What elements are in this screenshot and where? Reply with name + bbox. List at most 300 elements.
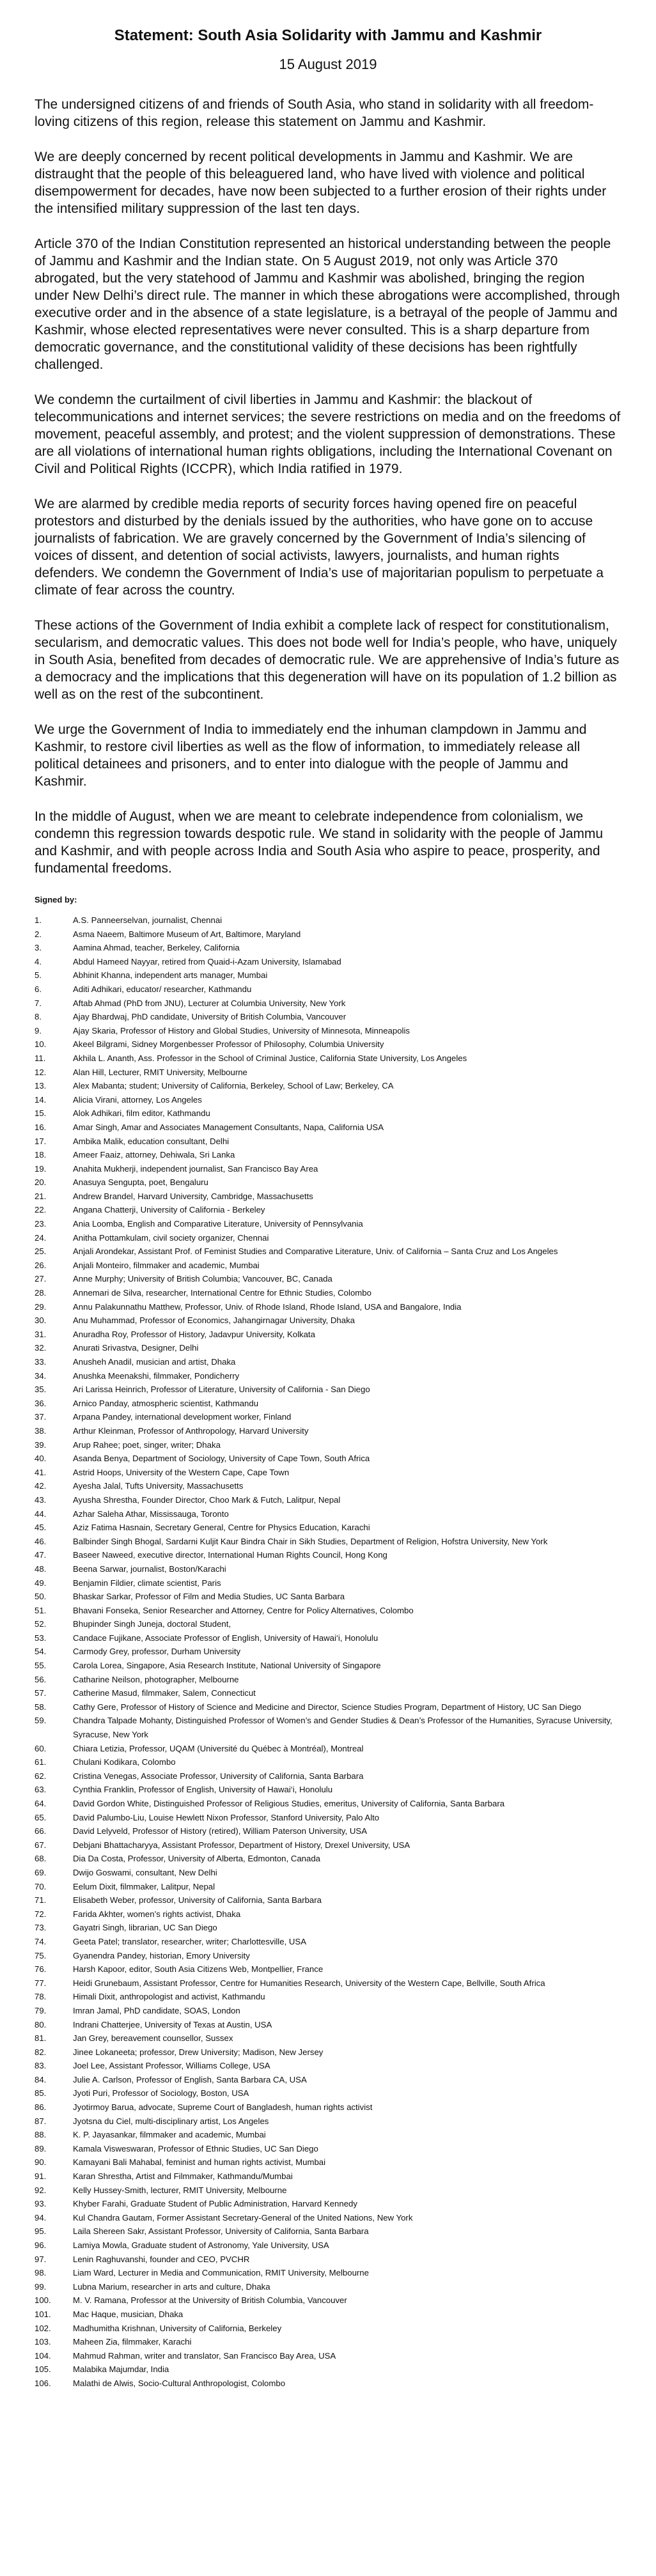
signatory-item bbox=[35, 1907, 621, 1921]
signatory-text: Carola Lorea, Singapore, Asia Research Institute, National University of Singapore bbox=[73, 1661, 381, 1671]
statement-paragraph: We urge the Government of India to immediately end the inhuman clampdown in Jammu and Kashmir, to restore civil liberties as well as the flow of information, to immediately release all political detainees and prisoners, and to enter into dialogue with the people of Jammu and Kashmir. bbox=[35, 722, 587, 789]
signatory-number: 14. bbox=[35, 1094, 47, 1105]
signatory-item bbox=[35, 2349, 621, 2363]
signatory-number: 31. bbox=[35, 1329, 47, 1339]
signatory-text: Beena Sarwar, journalist, Boston/Karachi bbox=[73, 1563, 226, 1574]
signatory-number: 65. bbox=[35, 1812, 47, 1822]
signatory-item bbox=[35, 1742, 621, 1756]
signatory-item bbox=[35, 1162, 621, 1176]
signatory-number: 50. bbox=[35, 1592, 47, 1602]
signatory-item bbox=[35, 1272, 621, 1286]
signatory-number: 33. bbox=[35, 1357, 47, 1367]
signatory-text: Baseer Naweed, executive director, International Human Rights Council, Hong Kong bbox=[73, 1550, 387, 1560]
signatory-number: 57. bbox=[35, 1688, 47, 1698]
signatory-number: 15. bbox=[35, 1108, 47, 1119]
signatory-item bbox=[35, 1576, 621, 1590]
signatory-number: 29. bbox=[35, 1301, 47, 1312]
signatory-number: 80. bbox=[35, 2019, 47, 2029]
signatory-number: 100. bbox=[35, 2295, 51, 2306]
signatory-item bbox=[35, 1893, 621, 1907]
signatory-text: Lamiya Mowla, Graduate student of Astronomy, Yale University, USA bbox=[73, 2240, 329, 2250]
signatory-number: 54. bbox=[35, 1647, 47, 1657]
signatory-text: Harsh Kapoor, editor, South Asia Citizens Web, Montpellier, France bbox=[73, 1964, 324, 1975]
signatory-text: Anne Murphy; University of British Columbia; Vancouver, BC, Canada bbox=[73, 1274, 332, 1284]
signatory-number: 74. bbox=[35, 1936, 47, 1946]
signatory-text: Dia Da Costa, Professor, University of Alberta, Edmonton, Canada bbox=[73, 1854, 321, 1864]
signatory-item bbox=[35, 941, 621, 955]
signatory-number: 44. bbox=[35, 1509, 47, 1519]
signatory-item bbox=[35, 2100, 621, 2114]
signatory-item bbox=[35, 2224, 621, 2238]
signatory-item bbox=[35, 1286, 621, 1300]
signatory-number: 48. bbox=[35, 1563, 47, 1574]
signatory-number: 98. bbox=[35, 2268, 47, 2278]
signatory-item bbox=[35, 1355, 621, 1369]
signatory-item bbox=[35, 2308, 621, 2322]
signatory-text: Anuradha Roy, Professor of History, Jadavpur University, Kolkata bbox=[73, 1329, 315, 1339]
signatory-number: 71. bbox=[35, 1895, 47, 1905]
signatory-item bbox=[35, 2377, 621, 2391]
signatory-number: 84. bbox=[35, 2074, 47, 2084]
signatory-item bbox=[35, 2280, 621, 2294]
signatory-text: Ajay Bhardwaj, PhD candidate, University of British Columbia, Vancouver bbox=[73, 1012, 347, 1022]
statement-paragraph: We are deeply concerned by recent political developments in Jammu and Kashmir. We are distraught that the people of this beleaguered land, who have lived with violence and political disempowerment for decades, have now been subjected to a further erosion of their rights under the intensified military suppression of the last ten days. bbox=[35, 150, 607, 216]
statement-paragraph: We condemn the curtailment of civil liberties in Jammu and Kashmir: the blackout of telecommunications and internet services; the severe restrictions on media and on the freedoms of movement, peaceful assembly, and protest; and the violent suppression of demonstrations. These are all violations of international human rights obligations, including the International Covenant on Civil and Political Rights (ICCPR), which India ratified in 1979. bbox=[35, 392, 621, 476]
signatory-text: Arpana Pandey, international development worker, Finland bbox=[73, 1412, 292, 1422]
signatory-text: Cristina Venegas, Associate Professor, University of California, Santa Barbara bbox=[73, 1771, 364, 1781]
signatory-number: 92. bbox=[35, 2185, 47, 2195]
signatory-item bbox=[35, 1548, 621, 1562]
signatory-text: Alan Hill, Lecturer, RMIT University, Melbourne bbox=[73, 1067, 247, 1077]
signatory-number: 56. bbox=[35, 1674, 47, 1684]
signatory-text: Madhumitha Krishnan, University of California, Berkeley bbox=[73, 2323, 282, 2333]
signatory-item bbox=[35, 2031, 621, 2045]
signatory-item bbox=[35, 927, 621, 942]
signatory-text: Kelly Hussey-Smith, lecturer, RMIT University, Melbourne bbox=[73, 2185, 287, 2195]
signatory-number: 51. bbox=[35, 1605, 47, 1615]
signatory-number: 41. bbox=[35, 1467, 47, 1477]
signatory-text: Malathi de Alwis, Socio-Cultural Anthropologist, Colombo bbox=[73, 2378, 286, 2388]
signatory-text: Liam Ward, Lecturer in Media and Communication, RMIT University, Melbourne bbox=[73, 2268, 369, 2278]
signatory-number: 25. bbox=[35, 1246, 47, 1257]
signatory-item bbox=[35, 1645, 621, 1659]
signatory-item bbox=[35, 2211, 621, 2225]
signatory-text: Akhila L. Ananth, Ass. Professor in the School of Criminal Justice, California State University, Los Angeles bbox=[73, 1053, 467, 1063]
signatory-number: 66. bbox=[35, 1826, 47, 1836]
signatory-item bbox=[35, 1037, 621, 1051]
signatory-item bbox=[35, 1590, 621, 1604]
signatory-number: 77. bbox=[35, 1978, 47, 1988]
statement-paragraph: In the middle of August, when we are meant to celebrate independence from colonialism, we condemn this regression towards despotic rule. We stand in solidarity with the people of Jammu and Kashmir, and with people across India and South Asia who aspire to peace, prosperity, and fundamental freedoms. bbox=[35, 809, 604, 876]
signatory-text: David Lelyveld, Professor of History (retired), William Paterson University, USA bbox=[73, 1826, 367, 1836]
statement-paragraph: We are alarmed by credible media reports of security forces having opened fire on peaceful protestors and disturbed by the denials issued by the authorities, who have gone on to accuse journalists of fabrication. We are gravely concerned by the Government of India’s silencing of voices of dissent, and detention of social activists, lawyers, journalists, and human rights defenders. We condemn the Government of India’s use of majoritarian populism to perpetuate a climate of fear across the country. bbox=[35, 497, 604, 598]
signatory-item bbox=[35, 1700, 621, 1714]
signatory-text: Aamina Ahmad, teacher, Berkeley, California bbox=[73, 943, 240, 953]
signatory-item bbox=[35, 1121, 621, 1135]
signatory-text: Cynthia Franklin, Professor of English, University of Hawai‘i, Honolulu bbox=[73, 1785, 333, 1795]
signatory-text: Anitha Pottamkulam, civil society organizer, Chennai bbox=[73, 1232, 269, 1243]
signatory-text: Chulani Kodikara, Colombo bbox=[73, 1757, 176, 1767]
signatory-number: 75. bbox=[35, 1950, 47, 1960]
signatory-item bbox=[35, 2197, 621, 2211]
signatory-number: 49. bbox=[35, 1578, 47, 1588]
signatory-number: 38. bbox=[35, 1425, 47, 1436]
signatory-text: Joel Lee, Assistant Professor, Williams College, USA bbox=[73, 2061, 270, 2071]
signatory-number: 81. bbox=[35, 2033, 47, 2044]
signatory-number: 34. bbox=[35, 1370, 47, 1381]
signatory-text: Chandra Talpade Mohanty, Distinguished Professor of Women’s and Gender Studies & Dean’s Professor of the Humanities, Syracuse University, Syracuse, New York bbox=[73, 1716, 613, 1740]
signatory-item bbox=[35, 1562, 621, 1576]
signatory-text: Carmody Grey, professor, Durham University bbox=[73, 1647, 241, 1657]
signatory-item bbox=[35, 1093, 621, 1107]
signatory-item bbox=[35, 1383, 621, 1397]
signatory-item bbox=[35, 1604, 621, 1618]
signatory-item bbox=[35, 1452, 621, 1466]
signatory-number: 35. bbox=[35, 1385, 47, 1395]
signatory-text: Eelum Dixit, filmmaker, Lalitpur, Nepal bbox=[73, 1881, 215, 1891]
signatory-text: Azhar Saleha Athar, Mississauga, Toronto bbox=[73, 1509, 229, 1519]
signatory-text: Angana Chatterji, University of California - Berkeley bbox=[73, 1205, 265, 1215]
signatory-item bbox=[35, 1259, 621, 1273]
signatory-number: 20. bbox=[35, 1177, 47, 1188]
signatory-text: Arnico Panday, atmospheric scientist, Kathmandu bbox=[73, 1398, 259, 1408]
signatory-item bbox=[35, 1231, 621, 1245]
signatory-text: M. V. Ramana, Professor at the University of British Columbia, Vancouver bbox=[73, 2295, 347, 2306]
signatory-item bbox=[35, 968, 621, 982]
signatory-number: 64. bbox=[35, 1799, 47, 1808]
signatory-number: 105. bbox=[35, 2364, 51, 2375]
signatory-item bbox=[35, 1479, 621, 1493]
signatory-text: Bhaskar Sarkar, Professor of Film and Media Studies, UC Santa Barbara bbox=[73, 1592, 345, 1602]
signatory-number: 37. bbox=[35, 1412, 47, 1422]
signatory-text: Cathy Gere, Professor of History of Science and Medicine and Director, Science Studies Program, Department of History, UC San Diego bbox=[73, 1702, 582, 1712]
signatory-item bbox=[35, 1976, 621, 1990]
signatory-text: Alok Adhikari, film editor, Kathmandu bbox=[73, 1108, 210, 1119]
signatory-text: Ari Larissa Heinrich, Professor of Literature, University of California - San Diego bbox=[73, 1385, 370, 1395]
signatory-text: Kamayani Bali Mahabal, feminist and human rights activist, Mumbai bbox=[73, 2157, 326, 2168]
signatory-text: Ayusha Shrestha, Founder Director, Choo Mark & Futch, Lalitpur, Nepal bbox=[73, 1494, 341, 1505]
signatory-item bbox=[35, 1175, 621, 1190]
signatory-number: 58. bbox=[35, 1702, 47, 1712]
signatory-item bbox=[35, 1631, 621, 1645]
signatory-item bbox=[35, 913, 621, 927]
signatory-text: Asma Naeem, Baltimore Museum of Art, Baltimore, Maryland bbox=[73, 929, 301, 939]
signatory-number: 61. bbox=[35, 1757, 47, 1767]
signatory-text: Dwijo Goswami, consultant, New Delhi bbox=[73, 1867, 217, 1877]
signatory-item bbox=[35, 1521, 621, 1535]
signatory-number: 69. bbox=[35, 1867, 47, 1877]
signatory-item bbox=[35, 2184, 621, 2198]
signatory-text: Imran Jamal, PhD candidate, SOAS, London bbox=[73, 2005, 240, 2015]
signatory-item bbox=[35, 1838, 621, 1852]
signatory-item bbox=[35, 997, 621, 1011]
signatory-item bbox=[35, 1079, 621, 1093]
signatory-item bbox=[35, 1755, 621, 1769]
signatory-number: 27. bbox=[35, 1274, 47, 1284]
signatory-item bbox=[35, 1852, 621, 1866]
signatory-text: Alicia Virani, attorney, Los Angeles bbox=[73, 1094, 202, 1105]
signatory-number: 6. bbox=[35, 984, 42, 994]
signatory-item bbox=[35, 2018, 621, 2032]
signatory-text: Ambika Malik, education consultant, Delhi bbox=[73, 1136, 230, 1146]
signatory-text: Elisabeth Weber, professor, University of California, Santa Barbara bbox=[73, 1895, 322, 1905]
signatory-number: 55. bbox=[35, 1661, 47, 1671]
signatory-number: 45. bbox=[35, 1523, 47, 1533]
signatory-item bbox=[35, 1949, 621, 1963]
signatory-text: Arthur Kleinman, Professor of Anthropology, Harvard University bbox=[73, 1425, 309, 1436]
signatory-item bbox=[35, 2073, 621, 2087]
signatory-number: 26. bbox=[35, 1260, 47, 1270]
signatory-item bbox=[35, 1217, 621, 1231]
signatory-text: Abhinit Khanna, independent arts manager, Mumbai bbox=[73, 970, 268, 981]
signatory-item bbox=[35, 2169, 621, 2184]
signatory-item bbox=[35, 2293, 621, 2308]
signatory-number: 86. bbox=[35, 2102, 47, 2113]
signatory-number: 22. bbox=[35, 1205, 47, 1215]
signatory-text: Anahita Mukherji, independent journalist, San Francisco Bay Area bbox=[73, 1163, 318, 1174]
signatory-text: Andrew Brandel, Harvard University, Cambridge, Massachusetts bbox=[73, 1191, 313, 1201]
signatory-number: 70. bbox=[35, 1881, 47, 1891]
signatory-text: Anjali Monteiro, filmmaker and academic, Mumbai bbox=[73, 1260, 260, 1270]
signatory-number: 94. bbox=[35, 2212, 47, 2223]
statement-paragraph: The undersigned citizens of and friends of South Asia, who stand in solidarity with all freedom-loving citizens of this region, release this statement on Jammu and Kashmir. bbox=[35, 97, 594, 129]
signatory-item bbox=[35, 1424, 621, 1438]
signatory-number: 95. bbox=[35, 2226, 47, 2237]
signatory-number: 93. bbox=[35, 2199, 47, 2209]
signatory-number: 21. bbox=[35, 1191, 47, 1201]
signatory-text: Indrani Chatterjee, University of Texas at Austin, USA bbox=[73, 2019, 272, 2029]
signatory-item bbox=[35, 982, 621, 997]
signatory-number: 63. bbox=[35, 1785, 47, 1795]
signatory-item bbox=[35, 1066, 621, 1080]
signatory-number: 23. bbox=[35, 1219, 47, 1229]
document-title: Statement: South Asia Solidarity with Jammu and Kashmir bbox=[114, 27, 542, 44]
signatory-item bbox=[35, 2114, 621, 2129]
signatory-text: Bhavani Fonseka, Senior Researcher and Attorney, Centre for Policy Alternatives, Colombo bbox=[73, 1605, 414, 1615]
signatory-number: 73. bbox=[35, 1923, 47, 1933]
signatory-text: Aftab Ahmad (PhD from JNU), Lecturer at Columbia University, New York bbox=[73, 998, 346, 1008]
signatory-text: Mac Haque, musician, Dhaka bbox=[73, 2309, 184, 2319]
signatory-text: Julie A. Carlson, Professor of English, Santa Barbara CA, USA bbox=[73, 2074, 307, 2084]
signatory-item bbox=[35, 1493, 621, 1507]
signatory-item bbox=[35, 1466, 621, 1480]
signatory-text: Geeta Patel; translator, researcher, writer; Charlottesville, USA bbox=[73, 1936, 307, 1946]
signatory-number: 40. bbox=[35, 1454, 47, 1464]
signatory-text: Catharine Neilson, photographer, Melbourne bbox=[73, 1674, 239, 1684]
signatory-text: Lenin Raghuvanshi, founder and CEO, PVCHR bbox=[73, 2254, 250, 2264]
signatory-number: 106. bbox=[35, 2378, 51, 2388]
signatory-item bbox=[35, 1328, 621, 1342]
signatory-item bbox=[35, 1811, 621, 1825]
signatory-number: 68. bbox=[35, 1854, 47, 1864]
signatory-text: Laila Shereen Sakr, Assistant Professor, University of California, Santa Barbara bbox=[73, 2226, 369, 2237]
signatory-item bbox=[35, 1010, 621, 1024]
signatory-number: 13. bbox=[35, 1081, 47, 1091]
signatory-number: 39. bbox=[35, 1439, 47, 1450]
signatory-text: Anushka Meenakshi, filmmaker, Pondicherry bbox=[73, 1370, 240, 1381]
signatory-number: 91. bbox=[35, 2171, 47, 2182]
signatory-text: Himali Dixit, anthropologist and activist, Kathmandu bbox=[73, 1992, 265, 2002]
signatory-item bbox=[35, 1135, 621, 1149]
signatory-number: 102. bbox=[35, 2323, 51, 2333]
signatory-item bbox=[35, 2253, 621, 2267]
signatory-number: 62. bbox=[35, 1771, 47, 1781]
signatory-item bbox=[35, 2363, 621, 2377]
signatory-text: Anasuya Sengupta, poet, Bengaluru bbox=[73, 1177, 208, 1188]
signatory-item bbox=[35, 1686, 621, 1700]
signatory-number: 1. bbox=[35, 915, 42, 925]
signatory-text: Catherine Masud, filmmaker, Salem, Connecticut bbox=[73, 1688, 256, 1698]
statement-body bbox=[35, 96, 621, 877]
signatory-number: 36. bbox=[35, 1398, 47, 1408]
signatory-item bbox=[35, 1148, 621, 1162]
signatory-text: Asanda Benya, Department of Sociology, University of Cape Town, South Africa bbox=[73, 1454, 370, 1464]
signatory-text: Benjamin Fildier, climate scientist, Paris bbox=[73, 1578, 221, 1588]
signatory-text: Kamala Visweswaran, Professor of Ethnic Studies, UC San Diego bbox=[73, 2143, 318, 2153]
signatory-text: Khyber Farahi, Graduate Student of Public Administration, Harvard Kennedy bbox=[73, 2199, 357, 2209]
signatory-text: Gayatri Singh, librarian, UC San Diego bbox=[73, 1923, 217, 1933]
signatory-number: 101. bbox=[35, 2309, 51, 2319]
signatory-item bbox=[35, 2086, 621, 2100]
signatory-number: 9. bbox=[35, 1025, 42, 1036]
signatory-number: 4. bbox=[35, 956, 42, 966]
signatory-text: David Palumbo-Liu, Louise Hewlett Nixon Professor, Stanford University, Palo Alto bbox=[73, 1812, 380, 1822]
signatory-item bbox=[35, 1769, 621, 1783]
signatory-text: Balbinder Singh Bhogal, Sardarni Kuljit Kaur Bindra Chair in Sikh Studies, Department of Religion, Hofstra University, New York bbox=[73, 1536, 548, 1546]
signatory-number: 59. bbox=[35, 1716, 47, 1726]
signatory-text: K. P. Jayasankar, filmmaker and academic, Mumbai bbox=[73, 2130, 266, 2140]
signatory-number: 85. bbox=[35, 2088, 47, 2099]
signatory-number: 24. bbox=[35, 1232, 47, 1243]
signatory-text: David Gordon White, Distinguished Professor of Religious Studies, emeritus, University of California, Santa Barbara bbox=[73, 1799, 505, 1808]
signatory-item bbox=[35, 955, 621, 969]
signatory-item bbox=[35, 2128, 621, 2142]
signatory-text: Mahmud Rahman, writer and translator, San Francisco Bay Area, USA bbox=[73, 2350, 336, 2361]
signatory-text: Chiara Letizia, Professor, UQAM (Université du Québec à Montréal), Montreal bbox=[73, 1743, 364, 1753]
signatory-number: 5. bbox=[35, 970, 42, 981]
signatory-text: Ayesha Jalal, Tufts University, Massachusetts bbox=[73, 1481, 244, 1491]
signatory-number: 52. bbox=[35, 1619, 47, 1629]
signatory-text: Aziz Fatima Hasnain, Secretary General, Centre for Physics Education, Karachi bbox=[73, 1523, 370, 1533]
signatory-text: Annu Palakunnathu Matthew, Professor, Univ. of Rhode Island, Rhode Island, USA and Bangalore, India bbox=[73, 1301, 462, 1312]
signatory-item bbox=[35, 1410, 621, 1424]
signatory-item bbox=[35, 1397, 621, 1411]
signatory-item bbox=[35, 2266, 621, 2280]
signatory-text: Heidi Grunebaum, Assistant Professor, Centre for Humanities Research, University of the Western Cape, Bellville, South Africa bbox=[73, 1978, 545, 1988]
signatory-item bbox=[35, 1921, 621, 1935]
signatory-text: Bhupinder Singh Juneja, doctoral Student, bbox=[73, 1619, 231, 1629]
signatory-item bbox=[35, 1245, 621, 1259]
statement-paragraph: Article 370 of the Indian Constitution represented an historical understanding between the people of Jammu and Kashmir and the Indian state. On 5 August 2019, not only was Article 370 abrogated, but the very statehood of Jammu and Kashmir was abolished, bringing the region under New Delhi’s direct rule. The manner in which these abrogations were accomplished, through executive order and in the absence of a state legislature, is a betrayal of the people of Jammu and Kashmir, whose elected representatives were never consulted. This is a sharp departure from democratic governance, and the constitutional validity of these decisions has been rightfully challenged. bbox=[35, 237, 620, 372]
signatory-number: 8. bbox=[35, 1012, 42, 1022]
signatory-text: Farida Akhter, women’s rights activist, Dhaka bbox=[73, 1909, 241, 1919]
signatory-number: 16. bbox=[35, 1122, 47, 1132]
signatory-item bbox=[35, 1714, 621, 1741]
signatory-item bbox=[35, 1535, 621, 1549]
signatory-text: Jyoti Puri, Professor of Sociology, Boston, USA bbox=[73, 2088, 249, 2099]
signatory-item bbox=[35, 1051, 621, 1066]
signatory-text: Kul Chandra Gautam, Former Assistant Secretary-General of the United Nations, New York bbox=[73, 2212, 413, 2223]
signatory-item bbox=[35, 1990, 621, 2004]
document-date: 15 August 2019 bbox=[279, 56, 377, 72]
signatory-item bbox=[35, 2059, 621, 2073]
signatory-item bbox=[35, 2142, 621, 2156]
signatory-number: 90. bbox=[35, 2157, 47, 2168]
signatory-text: Alex Mabanta; student; University of California, Berkeley, School of Law; Berkeley, CA bbox=[73, 1081, 394, 1091]
signatory-item bbox=[35, 1507, 621, 1521]
signatory-text: Annemari de Silva, researcher, International Centre for Ethnic Studies, Colombo bbox=[73, 1288, 371, 1298]
signatory-item bbox=[35, 2004, 621, 2018]
signatory-text: Jinee Lokaneeta; professor, Drew University; Madison, New Jersey bbox=[73, 2047, 324, 2057]
signatory-text: Abdul Hameed Nayyar, retired from Quaid-i-Azam University, Islamabad bbox=[73, 956, 341, 966]
signatory-number: 82. bbox=[35, 2047, 47, 2057]
signatory-item bbox=[35, 2238, 621, 2253]
signatory-item bbox=[35, 1783, 621, 1797]
signatory-item bbox=[35, 1438, 621, 1452]
signatory-number: 12. bbox=[35, 1067, 47, 1077]
signatory-text: Anu Muhammad, Professor of Economics, Jahangirnagar University, Dhaka bbox=[73, 1315, 355, 1326]
signatory-number: 76. bbox=[35, 1964, 47, 1975]
signatory-item bbox=[35, 1106, 621, 1121]
signatory-number: 83. bbox=[35, 2061, 47, 2071]
signatory-number: 32. bbox=[35, 1343, 47, 1353]
signatory-item bbox=[35, 1300, 621, 1314]
signatory-text: Jyotsna du Ciel, multi-disciplinary artist, Los Angeles bbox=[73, 2116, 269, 2126]
signatory-list bbox=[35, 913, 621, 2391]
signatory-text: Debjani Bhattacharyya, Assistant Professor, Department of History, Drexel University, USA bbox=[73, 1840, 410, 1850]
signatory-item bbox=[35, 1673, 621, 1687]
signatory-text: Arup Rahee; poet, singer, writer; Dhaka bbox=[73, 1439, 221, 1450]
statement-paragraph: These actions of the Government of India exhibit a complete lack of respect for constitutionalism, secularism, and democratic values. This does not bode well for India’s people, who have, uniquely in South Asia, benefited from decades of democratic rule. We are apprehensive of India’s future as a democracy and the implications that this degeneration will have on its population of 1.2 billion as well as on the rest of the subcontinent. bbox=[35, 618, 620, 702]
signatory-item bbox=[35, 2045, 621, 2060]
signatory-text: Ania Loomba, English and Comparative Literature, University of Pennsylvania bbox=[73, 1219, 363, 1229]
signatory-number: 17. bbox=[35, 1136, 47, 1146]
signatory-text: Ameer Faaiz, attorney, Dehiwala, Sri Lanka bbox=[73, 1150, 235, 1160]
signatory-text: Karan Shrestha, Artist and Filmmaker, Kathmandu/Mumbai bbox=[73, 2171, 293, 2182]
signatory-item bbox=[35, 1659, 621, 1673]
signatory-text: Akeel Bilgrami, Sidney Morgenbesser Professor of Philosophy, Columbia University bbox=[73, 1039, 384, 1050]
signatory-text: Ajay Skaria, Professor of History and Global Studies, University of Minnesota, Minneapolis bbox=[73, 1025, 410, 1036]
signatory-item bbox=[35, 1341, 621, 1355]
signed-by-heading: Signed by: bbox=[35, 895, 77, 904]
signatory-text: Anjali Arondekar, Assistant Prof. of Feminist Studies and Comparative Literature, Univ. of California – Santa Cruz and Los Angeles bbox=[73, 1246, 558, 1257]
signatory-number: 60. bbox=[35, 1743, 47, 1753]
signatory-item bbox=[35, 1866, 621, 1880]
signatory-item bbox=[35, 1314, 621, 1328]
signatory-number: 42. bbox=[35, 1481, 47, 1491]
signatory-number: 97. bbox=[35, 2254, 47, 2264]
signatory-number: 89. bbox=[35, 2143, 47, 2153]
signatory-number: 28. bbox=[35, 1288, 47, 1298]
signatory-item bbox=[35, 1797, 621, 1811]
signatory-number: 19. bbox=[35, 1163, 47, 1174]
signatory-number: 72. bbox=[35, 1909, 47, 1919]
signatory-item bbox=[35, 1024, 621, 1038]
signatory-text: A.S. Panneerselvan, journalist, Chennai bbox=[73, 915, 223, 925]
signatory-number: 67. bbox=[35, 1840, 47, 1850]
signatory-number: 88. bbox=[35, 2130, 47, 2140]
signatory-text: Candace Fujikane, Associate Professor of English, University of Hawai‘i, Honolulu bbox=[73, 1633, 379, 1643]
signatory-number: 104. bbox=[35, 2350, 51, 2361]
signatory-text: Astrid Hoops, University of the Western Cape, Cape Town bbox=[73, 1467, 290, 1477]
signatory-number: 10. bbox=[35, 1039, 47, 1050]
signatory-number: 78. bbox=[35, 1992, 47, 2002]
signatory-number: 99. bbox=[35, 2281, 47, 2292]
signatory-item bbox=[35, 1935, 621, 1949]
signatory-number: 11. bbox=[35, 1053, 46, 1063]
signatory-text: Gyanendra Pandey, historian, Emory University bbox=[73, 1950, 250, 1960]
signatory-text: Jan Grey, bereavement counsellor, Sussex bbox=[73, 2033, 233, 2044]
